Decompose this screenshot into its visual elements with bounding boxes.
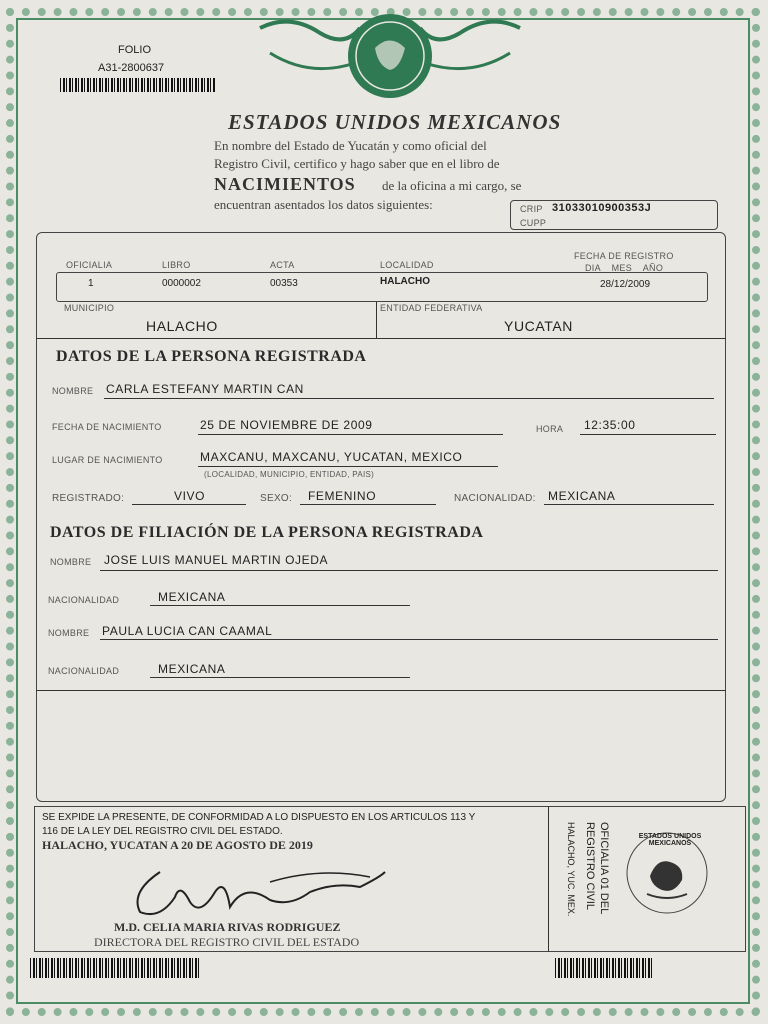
persona-nombre-line [104,398,714,399]
municipio-value: HALACHO [146,318,218,334]
record-frame [36,232,726,802]
fecha-nacimiento-line [198,434,503,435]
persona-section-title: DATOS DE LA PERSONA REGISTRADA [56,348,367,365]
registrado-value: VIVO [174,489,206,503]
place-date: HALACHO, YUCATAN A 20 DE AGOSTO DE 2019 [42,838,313,852]
madre-nacionalidad-label: NACIONALIDAD [48,666,120,676]
folio-barcode [60,78,215,92]
registry-type: NACIMIENTOS [214,174,356,194]
padre-nacionalidad: MEXICANA [158,590,226,604]
stamp-line-3: HALACHO, YUC. MEX. [566,822,576,917]
intro-line-1: En nombre del Estado de Yucatán y como oficial del [214,138,487,153]
nacionalidad-value: MEXICANA [548,489,616,503]
fecha-registro-label: FECHA DE REGISTRO [574,251,674,261]
fecha-nacimiento-label: FECHA DE NACIMIENTO [52,422,162,432]
folio-label: FOLIO [118,44,152,56]
libro-value: 0000002 [162,278,201,289]
lugar-hint: (LOCALIDAD, MUNICIPIO, ENTIDAD, PAIS) [204,470,375,479]
padre-nacionalidad-line [150,605,410,606]
lugar-nacimiento-line [198,466,498,467]
persona-nombre-label: NOMBRE [52,386,94,396]
padre-nacionalidad-label: NACIONALIDAD [48,595,120,605]
oficialia-label: OFICIALIA [66,260,113,270]
registrado-label: REGISTRADO: [52,493,125,504]
sexo-line [300,504,436,505]
lugar-nacimiento-label: LUGAR DE NACIMIENTO [52,455,163,465]
filiacion-divider [36,690,726,691]
fecha-registro-sub: DIA MES AÑO [585,263,664,273]
municipio-label: MUNICIPIO [64,303,115,313]
nacionalidad-label: NACIONALIDAD: [454,493,536,504]
hora-value: 12:35:00 [584,418,636,432]
padre-nombre: JOSE LUIS MANUEL MARTIN OJEDA [104,553,329,567]
national-emblem-icon [250,8,530,103]
intro-line-2: Registro Civil, certifico y hago saber que en el libro de [214,156,500,171]
filiacion-section-title: DATOS DE FILIACIÓN DE LA PERSONA REGISTRADA [50,524,484,541]
sexo-value: FEMENINO [308,489,377,503]
curp2-label: CUPP [520,218,547,228]
footer-divider [548,806,549,952]
bottom-barcode-left [30,958,200,978]
entidad-label: ENTIDAD FEDERATIVA [380,303,483,313]
folio-number: A31-2800637 [98,62,165,74]
acta-value: 00353 [270,278,298,289]
stamp-text [562,822,622,932]
country-title: ESTADOS UNIDOS MEXICANOS [228,110,562,134]
legal-line-1: SE EXPIDE LA PRESENTE, DE CONFORMIDAD A LO DISPUESTO EN LOS ARTICULOS 113 Y [42,812,476,823]
oficialia-value: 1 [88,278,94,289]
bottom-barcode-right [555,958,653,978]
madre-nombre: PAULA LUCIA CAN CAAMAL [102,624,273,638]
curp-value: 31033010900353J [552,202,652,214]
acta-label: ACTA [270,260,295,270]
registrado-line [132,504,246,505]
sexo-label: SEXO: [260,493,293,504]
localidad-value: HALACHO [380,276,430,287]
curp-label: CRIP [520,204,543,214]
stamp-line-2: REGISTRO CIVIL [584,822,596,911]
seal-text: ESTADOS UNIDOS MEXICANOS [638,833,702,847]
madre-nombre-line [100,639,718,640]
record-divider [36,338,726,339]
signer-title: DIRECTORA DEL REGISTRO CIVIL DEL ESTADO [94,935,360,949]
intro-line-3: de la oficina a mi cargo, se [382,178,522,193]
entidad-value: YUCATAN [504,318,574,334]
padre-nombre-label: NOMBRE [50,557,92,567]
localidad-label: LOCALIDAD [380,260,434,270]
madre-nombre-label: NOMBRE [48,628,90,638]
legal-line-2: 116 DE LA LEY DEL REGISTRO CIVIL DEL ESTADO. [42,826,283,837]
madre-nacionalidad: MEXICANA [158,662,226,676]
fecha-nacimiento: 25 DE NOVIEMBRE DE 2009 [200,418,373,432]
lugar-nacimiento: MAXCANU, MAXCANU, YUCATAN, MEXICO [200,450,463,464]
hora-label: HORA [536,424,564,434]
stamp-line-1: OFICIALIA 01 DEL [598,822,610,915]
signer-name: M.D. CELIA MARIA RIVAS RODRIGUEZ [114,920,341,934]
madre-nacionalidad-line [150,677,410,678]
fecha-registro-value: 28/12/2009 [600,279,651,290]
persona-nombre: CARLA ESTEFANY MARTIN CAN [106,382,304,396]
hora-line [580,434,716,435]
signature-icon [120,862,400,922]
municipio-divider [376,302,377,338]
padre-nombre-line [100,570,718,571]
intro-line-4: encuentran asentados los datos siguientes: [214,197,433,212]
libro-label: LIBRO [162,260,191,270]
nacionalidad-line [544,504,714,505]
